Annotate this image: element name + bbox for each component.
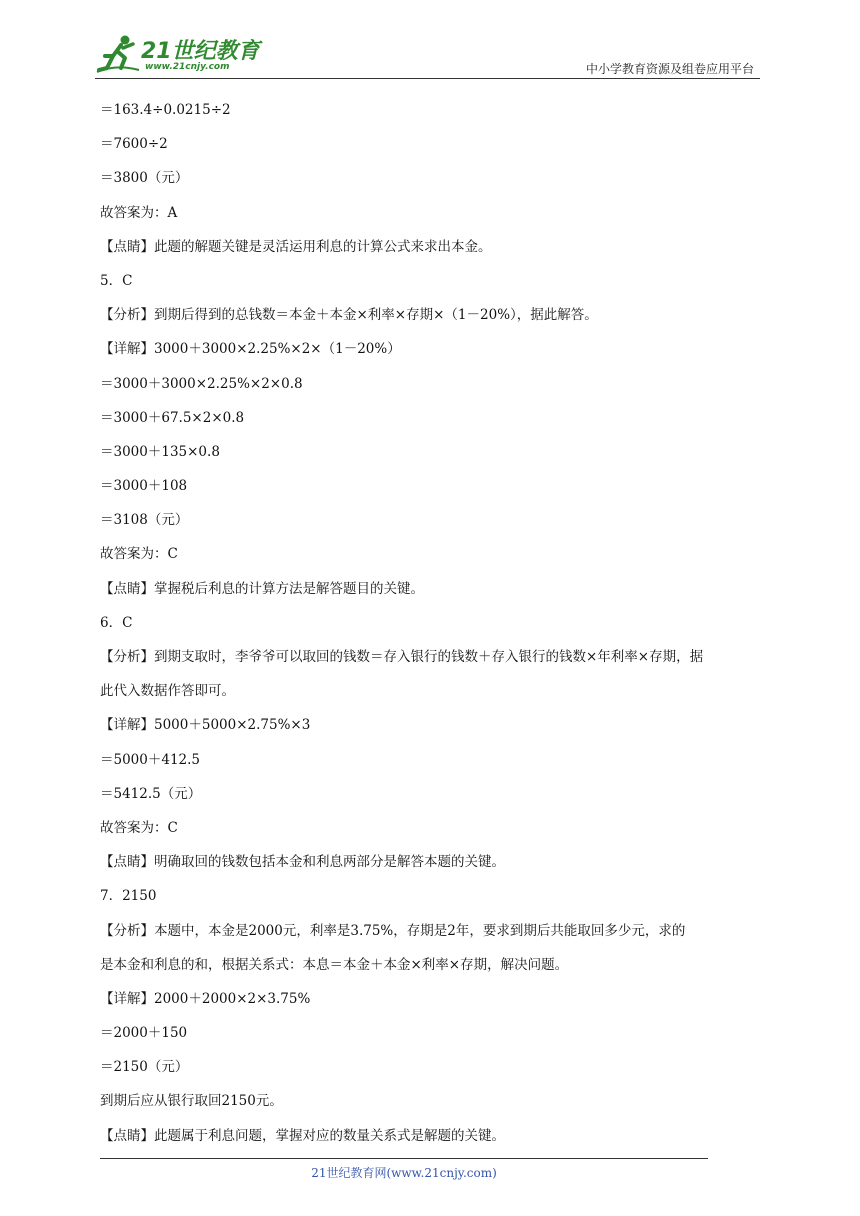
question-number: 6．C (100, 614, 133, 631)
text-line: ＝7600÷2 (100, 136, 168, 153)
text-line: ＝3000＋3000×2.25%×2×0.8 (100, 375, 303, 392)
text-line: ＝2150（元） (100, 1059, 189, 1076)
text-line: 【点睛】明确取回的钱数包括本金和利息两部分是解答本题的关键。 (100, 854, 505, 871)
text-line: 【详解】3000＋3000×2.25%×2×（1－20%） (100, 341, 401, 358)
text-line: 到期后应从银行取回2150元。 (100, 1093, 283, 1110)
text-line: ＝5412.5（元） (100, 785, 202, 802)
text-line: 是本金和利息的和，根据关系式：本息＝本金＋本金×利率×存期，解决问题。 (100, 956, 569, 973)
text-line: 【点睛】此题属于利息问题，掌握对应的数量关系式是解题的关键。 (100, 1127, 505, 1144)
text-line: ＝3108（元） (100, 512, 189, 529)
question-number: 5．C (100, 272, 133, 289)
footer-divider (100, 1158, 708, 1159)
text-line: 【点睛】此题的解题关键是灵活运用利息的计算公式来求出本金。 (100, 238, 492, 255)
site-name: 中小学教育资源及组卷应用平台 (585, 62, 754, 76)
logo-text: 21世纪教育 (141, 39, 260, 64)
text-line: ＝3000＋135×0.8 (100, 443, 220, 460)
site-logo[interactable] (95, 32, 265, 76)
text-line: ＝3000＋108 (100, 478, 188, 495)
text-line: 【点睛】掌握税后利息的计算方法是解答题目的关键。 (100, 580, 424, 597)
text-line: 【详解】2000＋2000×2×3.75% (100, 990, 311, 1007)
text-line: 故答案为：C (100, 546, 178, 563)
runner-icon (95, 34, 141, 74)
page-header (95, 30, 760, 79)
question-number: 7．2150 (100, 888, 157, 905)
footer-link[interactable]: 21世纪教育网(www.21cnjy.com) (311, 1166, 497, 1180)
text-line: ＝3800（元） (100, 170, 189, 187)
text-line: ＝2000＋150 (100, 1025, 188, 1042)
text-line: 【分析】到期后得到的总钱数＝本金＋本金×利率×存期×（1－20%），据此解答。 (100, 307, 598, 324)
text-line: 此代入数据作答即可。 (100, 683, 235, 700)
text-line: ＝163.4÷0.0215÷2 (100, 102, 231, 118)
text-line: ＝5000＋412.5 (100, 751, 201, 768)
text-line: 【分析】本题中，本金是2000元，利率是3.75%，存期是2年，要求到期后共能取回多少元，求的 (100, 922, 686, 939)
text-line: 【分析】到期支取时，李爷爷可以取回的钱数＝存入银行的钱数＋存入银行的钱数×年利率×存期，据 (100, 649, 704, 665)
text-line: 故答案为：A (100, 204, 178, 221)
logo-url: www.21cnjy.com (145, 62, 230, 72)
text-line: ＝3000＋67.5×2×0.8 (100, 409, 245, 426)
text-line: 【详解】5000＋5000×2.75%×3 (100, 717, 311, 734)
text-line: 故答案为：C (100, 819, 178, 836)
document-body (100, 100, 765, 1160)
